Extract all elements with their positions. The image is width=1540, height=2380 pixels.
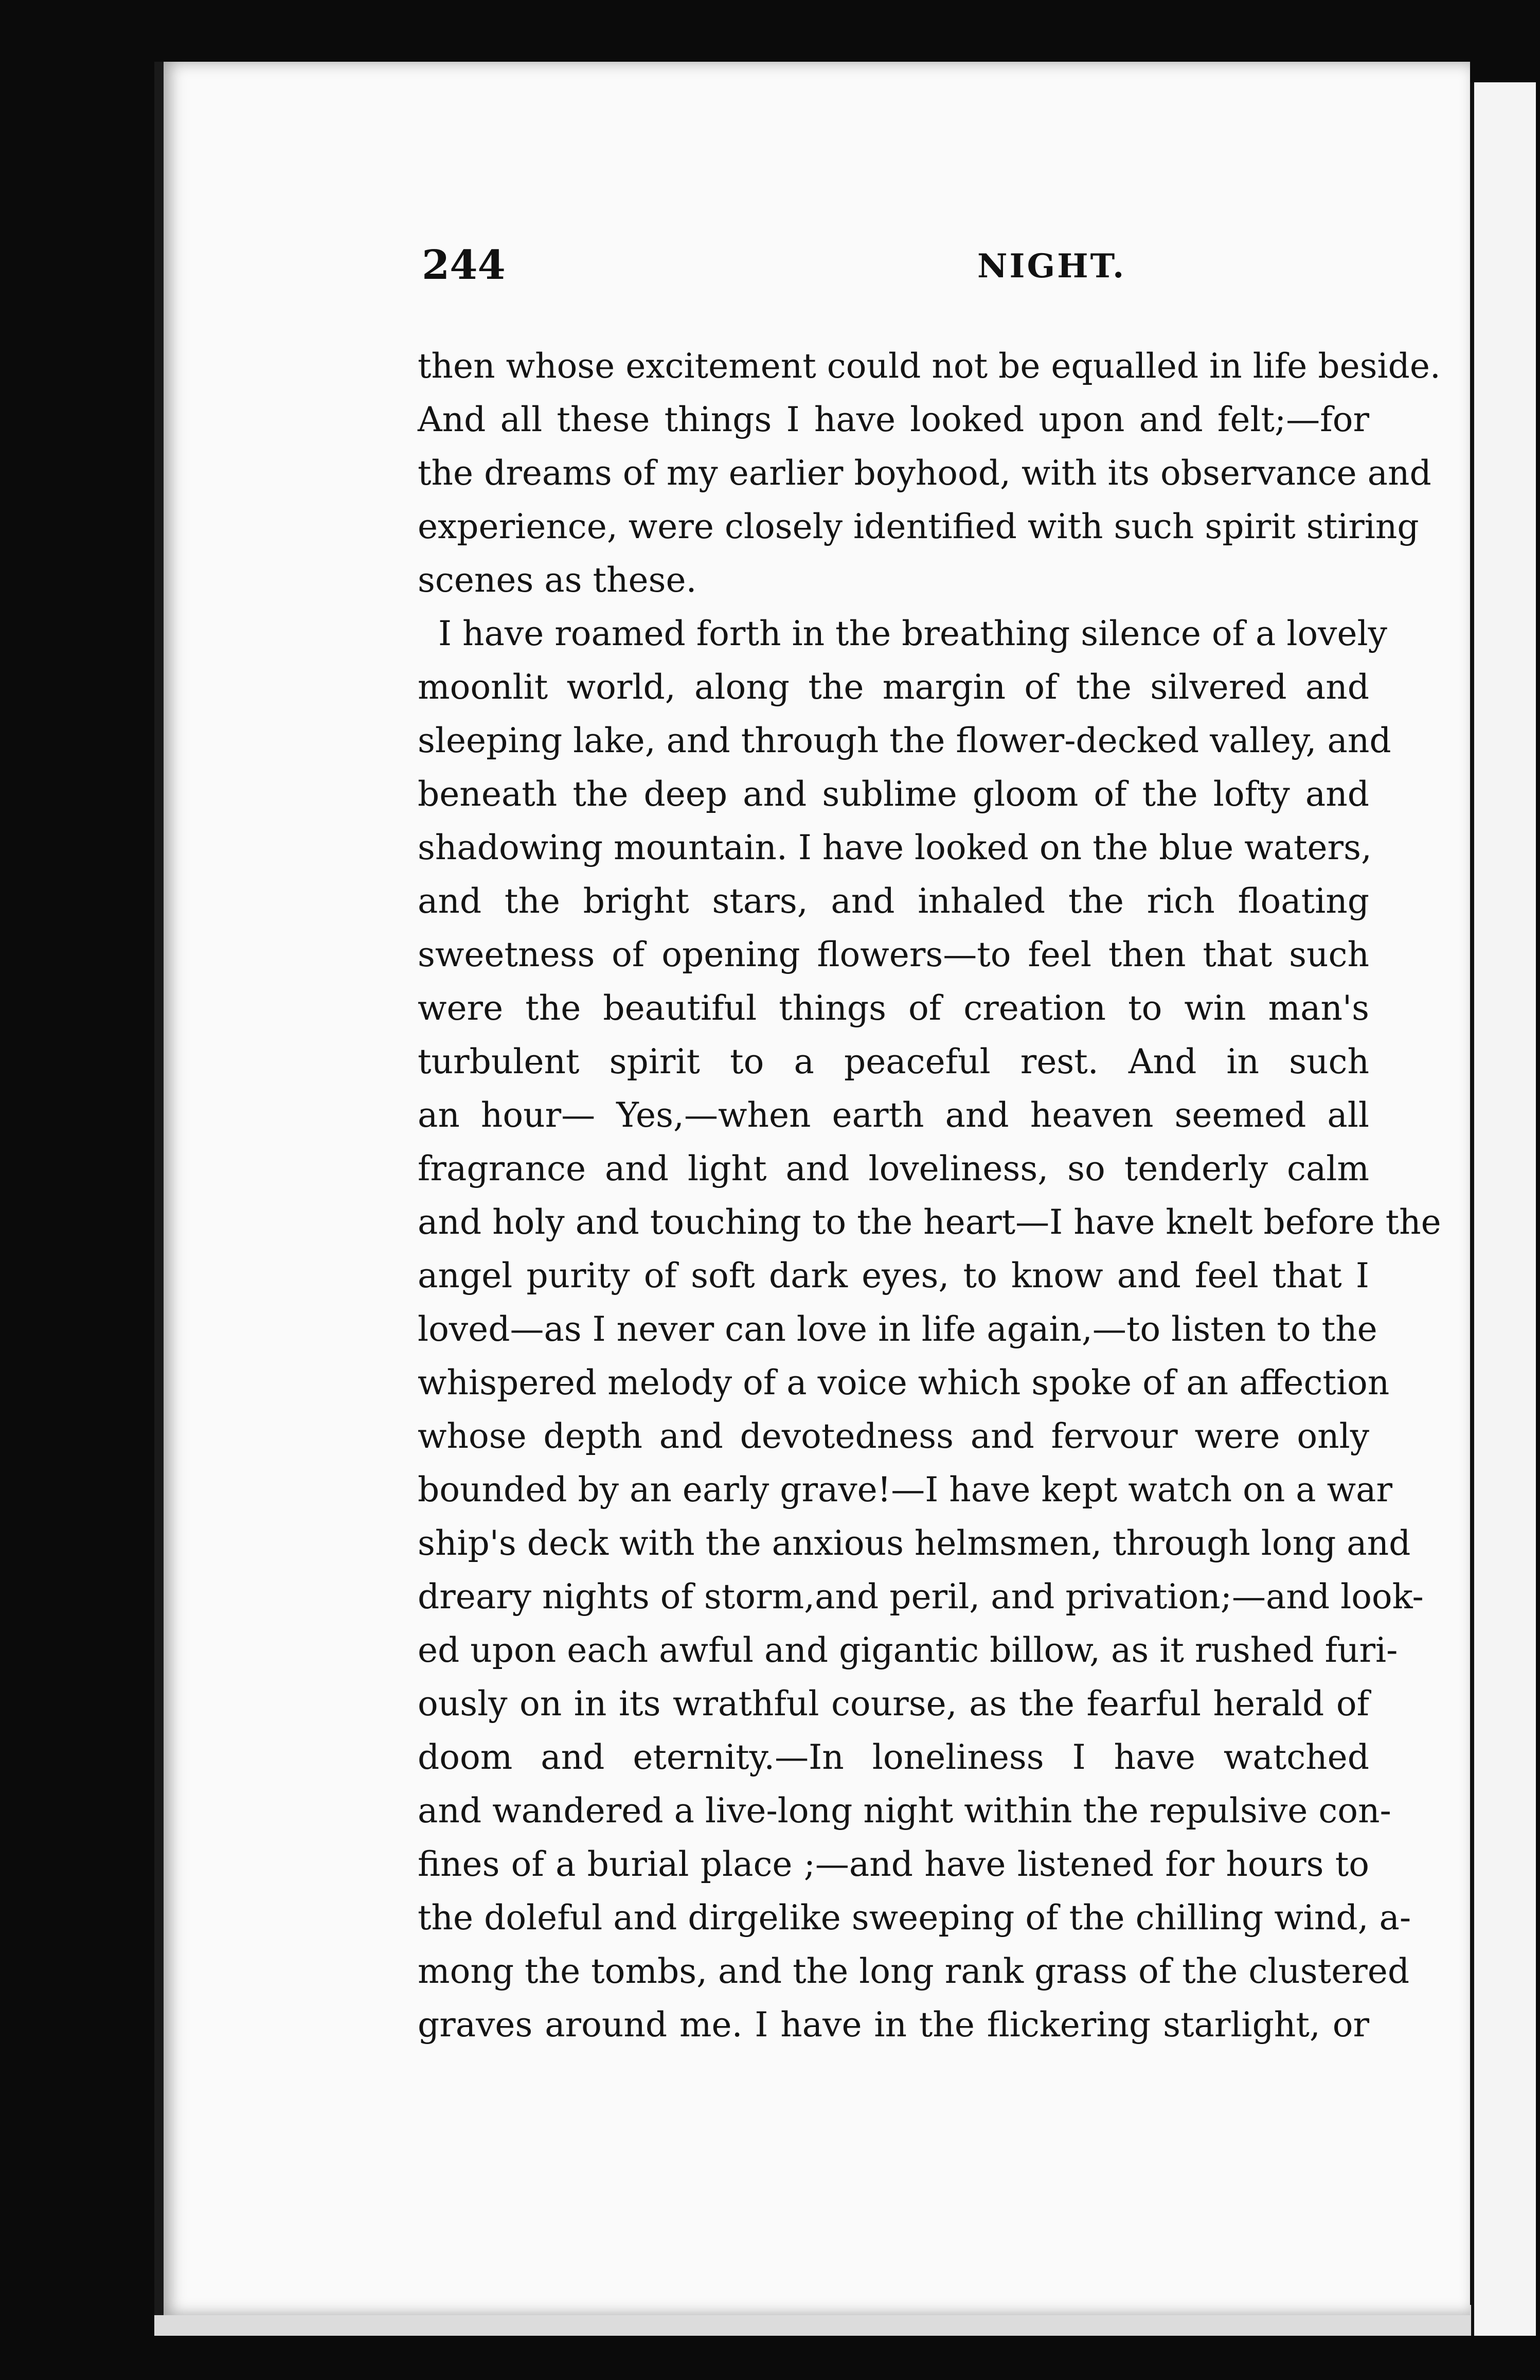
running-title: NIGHT. <box>977 247 1126 286</box>
text-line: and the bright stars, and inhaled the rich floating <box>418 881 1369 921</box>
text-line: I have roamed forth in the breathing silence of a lovely <box>438 614 1387 653</box>
text-line: angel purity of soft dark eyes, to know and feel that I <box>418 1256 1369 1295</box>
text-line: ed upon each awful and gigantic billow, as it rushed furi- <box>418 1630 1398 1670</box>
text-line: ously on in its wrathful course, as the fearful herald of <box>418 1684 1369 1724</box>
text-line: whose depth and devotedness and fervour were only <box>418 1416 1369 1456</box>
text-line: experience, were closely identified with such spirit stiring <box>418 507 1419 546</box>
text-line: turbulent spirit to a peaceful rest. And in such <box>418 1042 1369 1081</box>
text-line: and holy and touching to the heart—I have knelt before the <box>418 1202 1441 1242</box>
text-line: And all these things I have looked upon and felt;—for <box>418 400 1369 439</box>
text-line: fragrance and light and loveliness, so tenderly calm <box>418 1149 1369 1188</box>
text-line: were the beautiful things of creation to win man's <box>418 988 1369 1028</box>
text-line: beneath the deep and sublime gloom of the lofty and <box>418 774 1369 814</box>
text-line: the dreams of my earlier boyhood, with its observance and <box>418 453 1431 493</box>
page-number: 244 <box>422 242 506 289</box>
text-line: sleeping lake, and through the flower-decked valley, and <box>418 721 1391 760</box>
text-line: graves around me. I have in the flickering starlight, or <box>418 2005 1369 2045</box>
text-line: an hour— Yes,—when earth and heaven seemed all <box>418 1095 1369 1135</box>
text-line: fines of a burial place ;—and have listened for hours to <box>418 1844 1369 1884</box>
next-page-edge <box>1461 82 1536 2336</box>
text-line: moonlit world, along the margin of the silvered and <box>418 667 1369 707</box>
text-line: ship's deck with the anxious helmsmen, through long and <box>418 1523 1411 1563</box>
text-line: the doleful and dirgelike sweeping of the chilling wind, a- <box>418 1898 1411 1938</box>
text-line: whispered melody of a voice which spoke of an affection <box>418 1363 1390 1402</box>
body-text <box>418 340 1441 2052</box>
text-line: and wandered a live-long night within the repulsive con- <box>418 1791 1391 1831</box>
text-line: doom and eternity.—In loneliness I have watched <box>418 1737 1369 1777</box>
running-head <box>267 242 1373 304</box>
text-line: dreary nights of storm,and peril, and privation;—and look- <box>418 1577 1424 1617</box>
text-line: sweetness of opening flowers—to feel then that such <box>418 935 1369 974</box>
text-line: mong the tombs, and the long rank grass of the clustered <box>418 1951 1410 1991</box>
text-line: bounded by an early grave!—I have kept watch on a war <box>418 1470 1393 1509</box>
text-line: scenes as these. <box>418 560 697 600</box>
text-line: loved—as I never can love in life again,—to listen to the <box>418 1309 1377 1349</box>
text-line: then whose excitement could not be equalled in life beside. <box>418 346 1441 386</box>
text-line: shadowing mountain. I have looked on the blue waters, <box>418 828 1372 867</box>
